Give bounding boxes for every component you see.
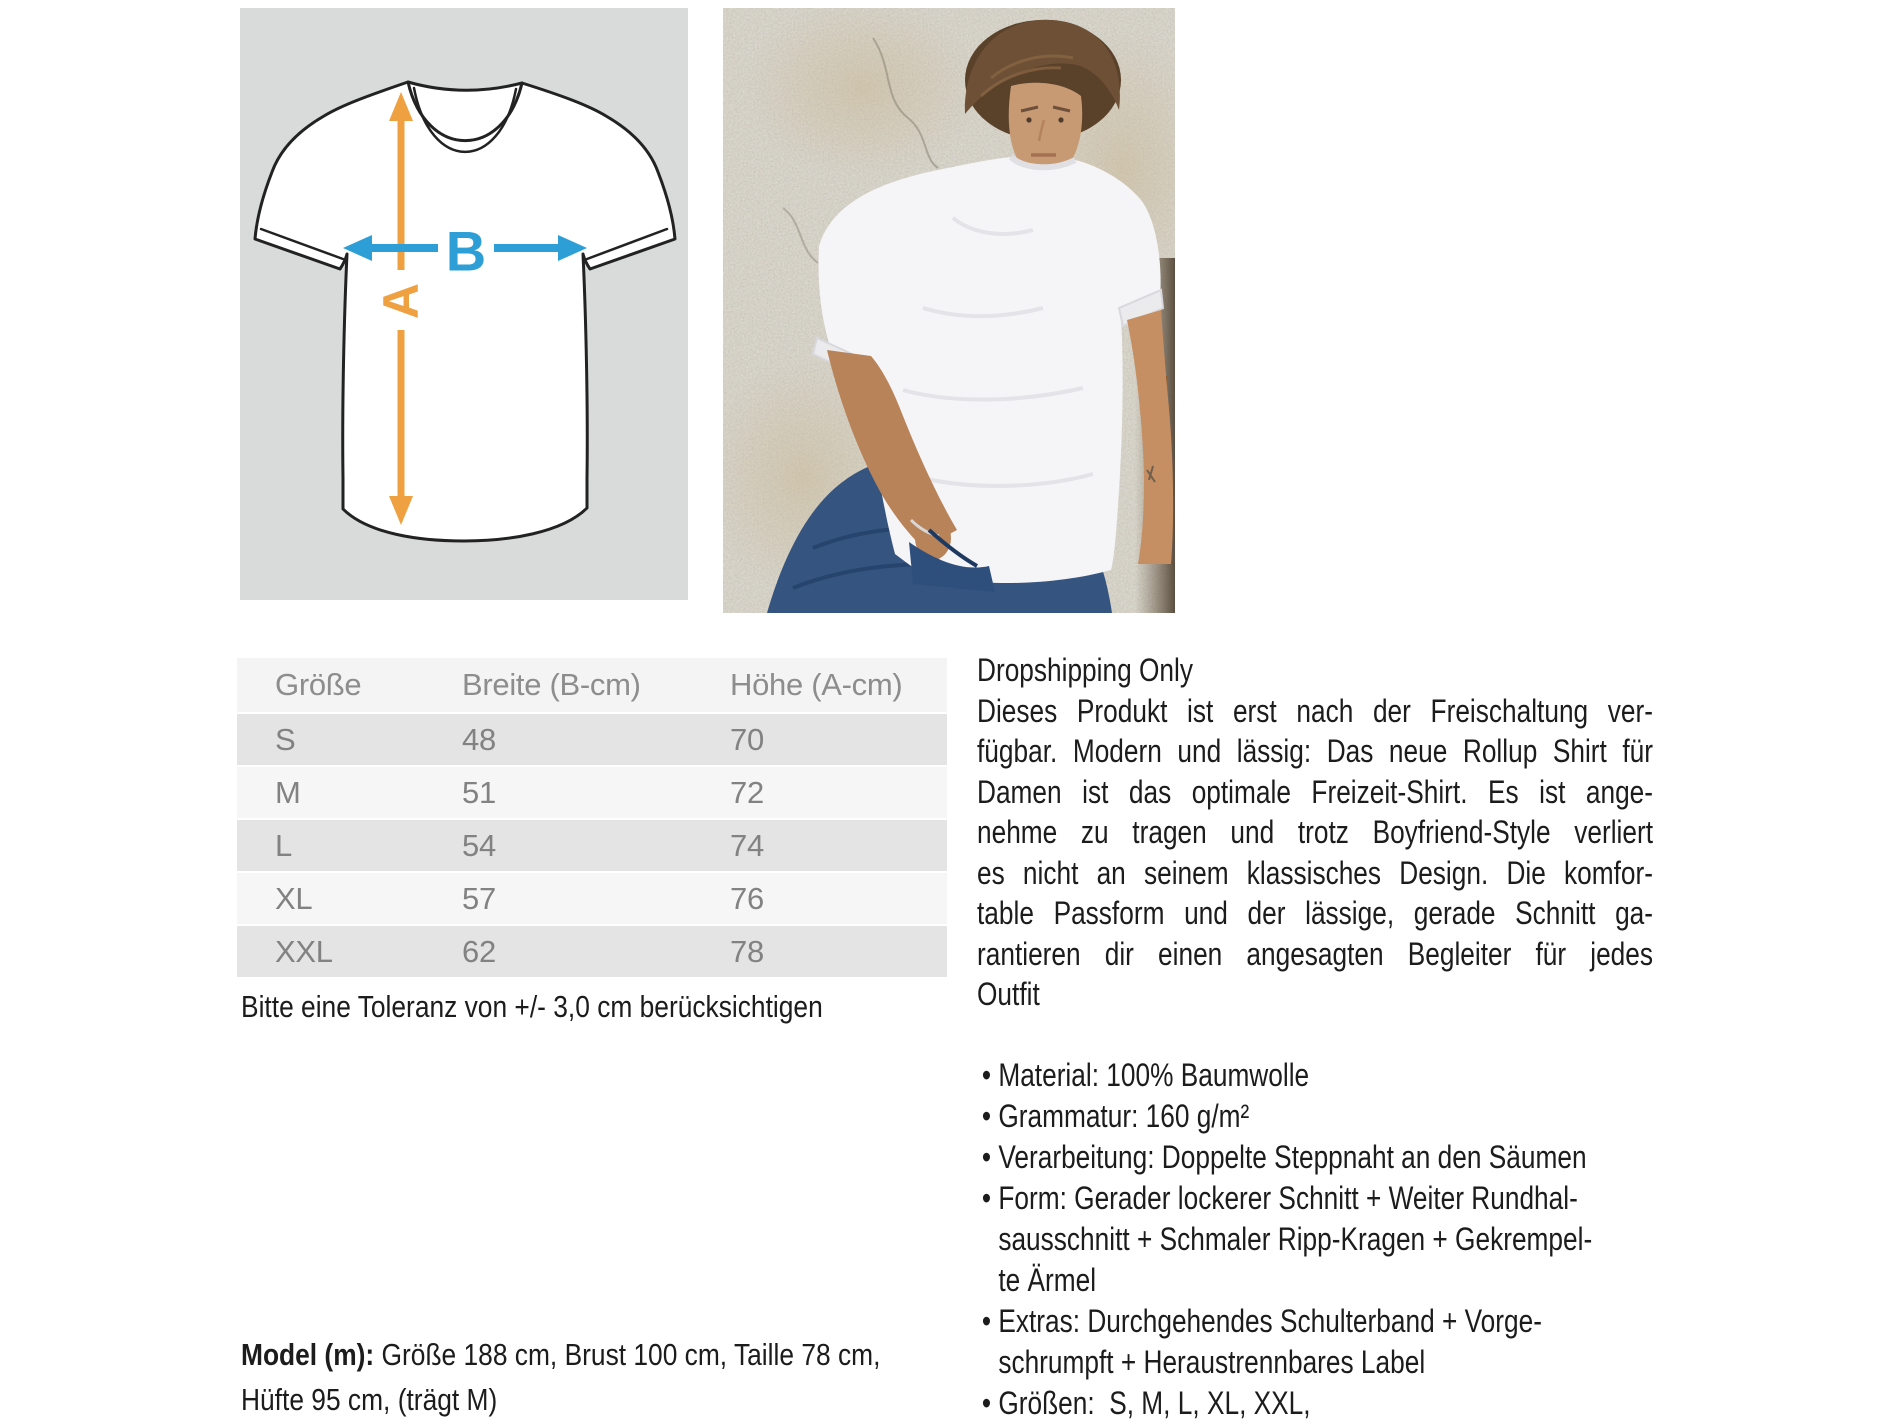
model-note-line2: Hüfte 95 cm, (trägt M) <box>241 1382 498 1417</box>
tshirt-diagram-svg <box>240 8 688 600</box>
description-line: Dieses Produkt ist erst nach der Freischaltung ver- <box>977 692 1654 729</box>
bullet-grammatur <box>977 1096 1653 1137</box>
description-line: Dropshipping Only <box>977 652 1193 688</box>
model-note-label: Model (m): <box>241 1337 375 1372</box>
description-line: es nicht an seinem klassisches Design. Die komfor- <box>977 854 1654 891</box>
model-measurements-note <box>241 1332 1006 1422</box>
bullet-marker: • <box>981 1384 992 1421</box>
bullet-marker <box>977 1219 998 1260</box>
column-header-width: Breite (B-cm) <box>462 667 641 702</box>
bullet-text: Extras: Durchgehendes Schulterband + Vorge- <box>998 1302 1542 1339</box>
bullet-text: schrumpft + Heraustrennbares Label <box>998 1343 1426 1380</box>
bullet-form-cont <box>977 1219 1653 1260</box>
bullet-text: Verarbeitung: Doppelte Steppnaht an den Säumen <box>998 1138 1587 1175</box>
cell-size: S <box>275 721 296 757</box>
bullet-marker: • <box>981 1138 992 1175</box>
cell-height: 76 <box>730 880 764 916</box>
table-row-l <box>237 818 947 871</box>
bullet-text: sausschnitt + Schmaler Ripp-Kragen + Gekrempel- <box>998 1220 1593 1257</box>
bullet-form <box>977 1178 1653 1219</box>
bullet-marker: • <box>981 1302 992 1339</box>
bullet-text: Material: 100% Baumwolle <box>998 1056 1310 1093</box>
cell-size: XL <box>275 880 313 916</box>
cell-width: 51 <box>462 774 496 810</box>
bullet-text: Grammatur: 160 g/m² <box>998 1097 1250 1134</box>
description-line: table Passform und der lässige, gerade Schnitt ga- <box>977 895 1654 931</box>
cell-size: M <box>275 774 301 810</box>
bullet-text: Form: Gerader lockerer Schnitt + Weiter Rundhal- <box>998 1179 1578 1216</box>
bullet-marker: • <box>981 1179 992 1216</box>
table-row-m <box>237 765 947 818</box>
size-table-header <box>237 658 947 712</box>
bullet-material <box>977 1055 1653 1096</box>
description-line: rantieren dir einen angesagten Begleiter für jedes <box>977 935 1654 972</box>
bullet-verarbeitung <box>977 1137 1653 1178</box>
tolerance-note: Bitte eine Toleranz von +/- 3,0 cm berücksichtigen <box>241 989 823 1024</box>
bullet-text: Größen: S, M, L, XL, XXL, <box>998 1384 1311 1421</box>
label-a: A <box>373 282 429 320</box>
column-header-size: Größe <box>275 667 362 702</box>
size-table <box>237 658 947 977</box>
cell-width: 62 <box>462 933 496 969</box>
description-line: Damen ist das optimale Freizeit-Shirt. Es ist ange- <box>977 773 1654 810</box>
bullet-form-cont <box>977 1260 1653 1301</box>
product-description <box>977 650 1653 1424</box>
cell-width: 57 <box>462 880 496 916</box>
product-photo <box>723 8 1175 613</box>
model-note-line1-rest: Größe 188 cm, Brust 100 cm, Taille 78 cm, <box>374 1337 881 1372</box>
column-header-height: Höhe (A-cm) <box>730 667 903 702</box>
model-note-line1 <box>241 1332 1006 1377</box>
bullet-text: te Ärmel <box>998 1261 1097 1298</box>
cell-width: 54 <box>462 827 496 863</box>
description-line: fügbar. Modern und lässig: Das neue Rollup Shirt für <box>977 733 1654 769</box>
description-line: Outfit <box>977 976 1040 1012</box>
cell-size: L <box>275 827 292 863</box>
label-b: B <box>445 219 487 283</box>
bullet-marker: • <box>981 1097 992 1134</box>
bullet-extras-cont <box>977 1342 1653 1383</box>
cell-height: 78 <box>730 933 764 969</box>
bullet-marker: • <box>981 1056 992 1093</box>
product-photo-illustration <box>723 8 1175 613</box>
cell-width: 48 <box>462 721 496 757</box>
cell-height: 72 <box>730 774 764 810</box>
table-row-xl <box>237 871 947 924</box>
feature-bullet-list <box>977 1055 1653 1424</box>
bullet-extras <box>977 1301 1653 1342</box>
bullet-sizes <box>977 1383 1653 1424</box>
table-row-s <box>237 712 947 765</box>
tshirt-measurement-diagram <box>240 8 688 600</box>
cell-height: 74 <box>730 827 764 863</box>
cell-height: 70 <box>730 721 764 757</box>
cell-size: XXL <box>275 933 333 969</box>
bullet-marker <box>977 1260 998 1301</box>
description-line: nehme zu tragen und trotz Boyfriend-Style verliert <box>977 814 1654 850</box>
table-row-xxl <box>237 924 947 977</box>
